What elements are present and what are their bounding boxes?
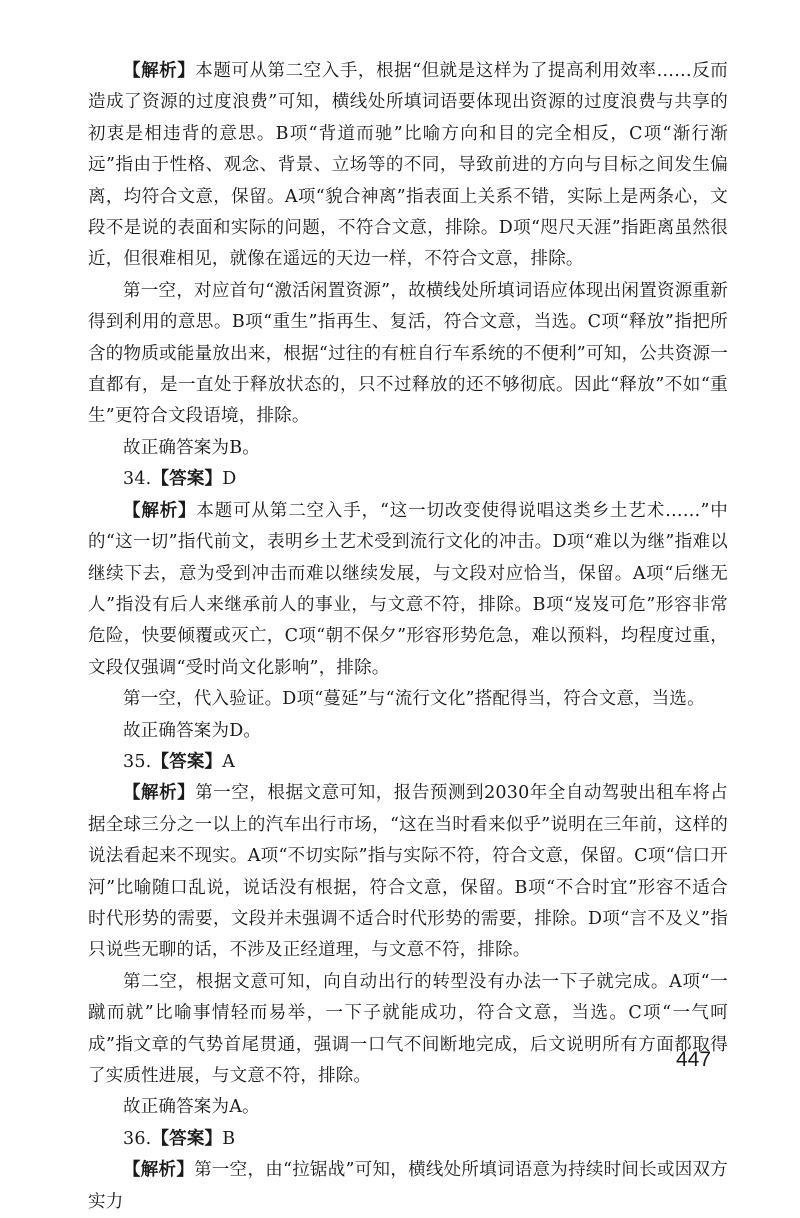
- conclusion-35: [88, 1092, 728, 1123]
- analysis-paragraph-36: [88, 1155, 728, 1218]
- paragraph-text: 第一空，代入验证。D项“蔓延”与“流行文化”搭配得当，符合文意，当选。: [123, 689, 705, 710]
- analysis-tag: 【解析】: [123, 1160, 195, 1181]
- answer-line-35: [88, 747, 728, 778]
- analysis-text: 第一空，由“拉锯战”可知，横线处所填词语意为持续时间长或因双方实力: [88, 1160, 728, 1212]
- analysis-tag: 【解析】: [123, 783, 196, 804]
- answer-line-34: [88, 464, 728, 495]
- conclusion-text: 故正确答案为A。: [123, 1097, 260, 1118]
- conclusion-34: [88, 716, 728, 747]
- analysis-paragraph-33: [88, 56, 728, 276]
- answer-value: A: [222, 751, 236, 772]
- paragraph-first-blank-34: [88, 684, 728, 715]
- analysis-text: 本题可从第二空入手，“这一切改变使得说唱这类乡土艺术……”中的“这一切”指代前文，表明乡土艺术受到流行文化的冲击。D项“难以为继”指难以继续下去，意为受到冲击而难以继续发展，与文段对应恰当，保留。A项“后继无人”指没有后人来继承前人的事业，与文意不符，排除。B项“岌岌可危”形容非常危险，快要倾覆或灭亡，C项“朝不保夕”形容形势危急，难以预料，均程度过重，文段仅强调“受时尚文化影响”，排除。: [88, 500, 728, 678]
- conclusion-33: [88, 433, 728, 464]
- analysis-paragraph-34: [88, 496, 728, 684]
- question-number: 35.: [123, 751, 152, 772]
- paragraph-text: 第二空，根据文意可知，向自动出行的转型没有办法一下子就完成。A项“一蹴而就”比喻事情轻而易举，一下子就能成功，符合文意，当选。C项“一气呵成”指文章的气势首尾贯通，强调一口气不间断地完成，后文说明所有方面都取得了实质性进展，与文意不符，排除。: [88, 971, 728, 1086]
- page-number: 447: [676, 1048, 712, 1071]
- analysis-text: 第一空，根据文意可知，报告预测到2030年全自动驾驶出租车将占据全球三分之一以上的汽车出行市场，“这在当时看来似乎”说明在三年前，这样的说法看起来不现实。A项“不切实际”指与实际不符，符合文意，保留。C项“信口开河”比喻随口乱说，说话没有根据，符合文意，保留。B项“不合时宜”形容不适合时代形势的需要，文段并未强调不适合时代形势的需要，排除。D项“言不及义”指只说些无聊的话，不涉及正经道理，与文意不符，排除。: [88, 783, 728, 961]
- conclusion-text: 故正确答案为B。: [123, 437, 260, 458]
- paragraph-text: 第一空，对应首句“激活闲置资源”，故横线处所填词语应体现出闲置资源重新得到利用的意思。B项“重生”指再生、复活，符合文意，当选。C项“释放”指把所含的物质或能量放出来，根据“过往的有桩自行车系统的不便利”可知，公共资源一直都有，是一直处于释放状态的，只不过释放的还不够彻底。因此“释放”不如“重生”更符合文段语境，排除。: [88, 280, 728, 427]
- analysis-tag: 【解析】: [123, 61, 196, 81]
- analysis-paragraph-35: [88, 778, 728, 966]
- answer-value: D: [222, 469, 237, 490]
- analysis-text: 本题可从第二空入手，根据“但就是这样为了提高利用效率……反而造成了资源的过度浪费”可知，横线处所填词语要体现出资源的过度浪费与共享的初衷是相违背的意思。B项“背道而驰”比喻方向和目的完全相反，C项“渐行渐远”指由于性格、观念、背景、立场等的不同，导致前进的方向与目标之间发生偏离，均符合文意，保留。A项“貌合神离”指表面上关系不错，实际上是两条心，文段不是说的表面和实际的问题，不符合文意，排除。D项“咫尺天涯”指距离虽然很近，但很难相见，就像在遥远的天边一样，不符合文意，排除。: [88, 61, 728, 270]
- answer-line-36: [88, 1124, 728, 1155]
- answer-tag: 【答案】: [151, 469, 223, 490]
- answer-tag: 【答案】: [151, 1128, 223, 1149]
- page-content: [88, 56, 728, 1218]
- answer-value: B: [222, 1128, 236, 1149]
- paragraph-first-blank-33: [88, 276, 728, 433]
- conclusion-text: 故正确答案为D。: [123, 720, 262, 741]
- analysis-tag: 【解析】: [123, 500, 197, 521]
- paragraph-second-blank-35: [88, 967, 728, 1093]
- question-number: 36.: [123, 1128, 152, 1149]
- answer-tag: 【答案】: [151, 751, 223, 772]
- question-number: 34.: [123, 469, 152, 490]
